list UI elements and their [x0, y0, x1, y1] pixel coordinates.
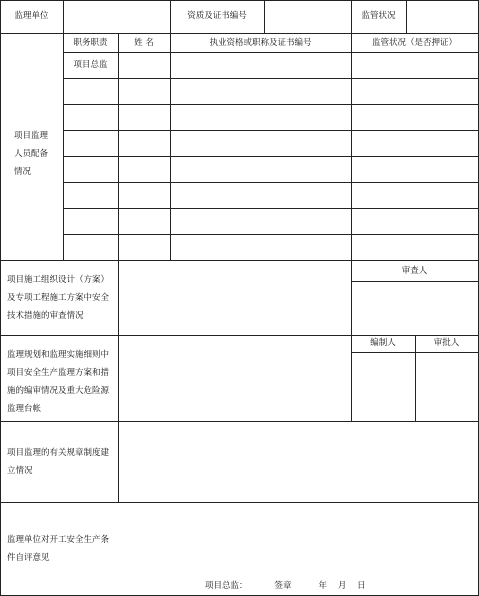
- approver-label: 审批人: [433, 338, 460, 348]
- table-line: [63, 130, 479, 131]
- table-line: [118, 260, 119, 502]
- table-line: [406, 0, 407, 33]
- rules-label: 项目监理的有关规章制度建立情况: [7, 448, 110, 476]
- table-line: [351, 281, 479, 282]
- table-line: [63, 234, 479, 235]
- table-line: [63, 104, 479, 105]
- col-status-header: 监管状况（是否押证）: [371, 38, 457, 48]
- staff-section-label: 项目监理人员配备情况: [14, 131, 49, 177]
- table-line: [63, 208, 479, 209]
- self-eval-label: 监理单位对开工安全生产条件自评意见: [7, 535, 110, 563]
- first-role-cell: 项目总监: [73, 60, 108, 70]
- table-line: [0, 421, 479, 422]
- table-line: [0, 260, 479, 261]
- table-line: [63, 52, 479, 53]
- construction-review-label: 项目施工组织设计（方案）及专项工程施工方案中安全技术措施的审查情况: [7, 275, 110, 321]
- col-name-header: 姓 名: [134, 38, 154, 48]
- table-line: [63, 182, 479, 183]
- reviewer-label: 审查人: [401, 266, 428, 276]
- signature-line: 项目总监： 签章 年 月 日: [205, 581, 366, 591]
- table-line: [0, 0, 479, 1]
- supervision-plan-label: 监理规划和监理实施细则中项目安全生产监理方案和措施的编审情况及重大危险源监理台帐: [7, 350, 110, 414]
- table-line: [0, 502, 479, 503]
- table-line: [118, 33, 119, 260]
- unit-label: 监理单位: [14, 11, 49, 21]
- col-cert-header: 执业资格或职称及证书编号: [209, 38, 312, 48]
- table-line: [0, 33, 479, 34]
- table-line: [264, 0, 265, 33]
- cert-label: 资质及证书编号: [187, 11, 247, 21]
- table-line: [63, 156, 479, 157]
- col-role-header: 职务职责: [73, 38, 108, 48]
- status-label: 监管状况: [361, 11, 396, 21]
- table-line: [0, 0, 1, 596]
- table-line: [170, 33, 171, 260]
- table-line: [63, 78, 479, 79]
- table-line: [0, 335, 479, 336]
- table-line: [351, 33, 352, 260]
- author-label: 编制人: [370, 338, 396, 348]
